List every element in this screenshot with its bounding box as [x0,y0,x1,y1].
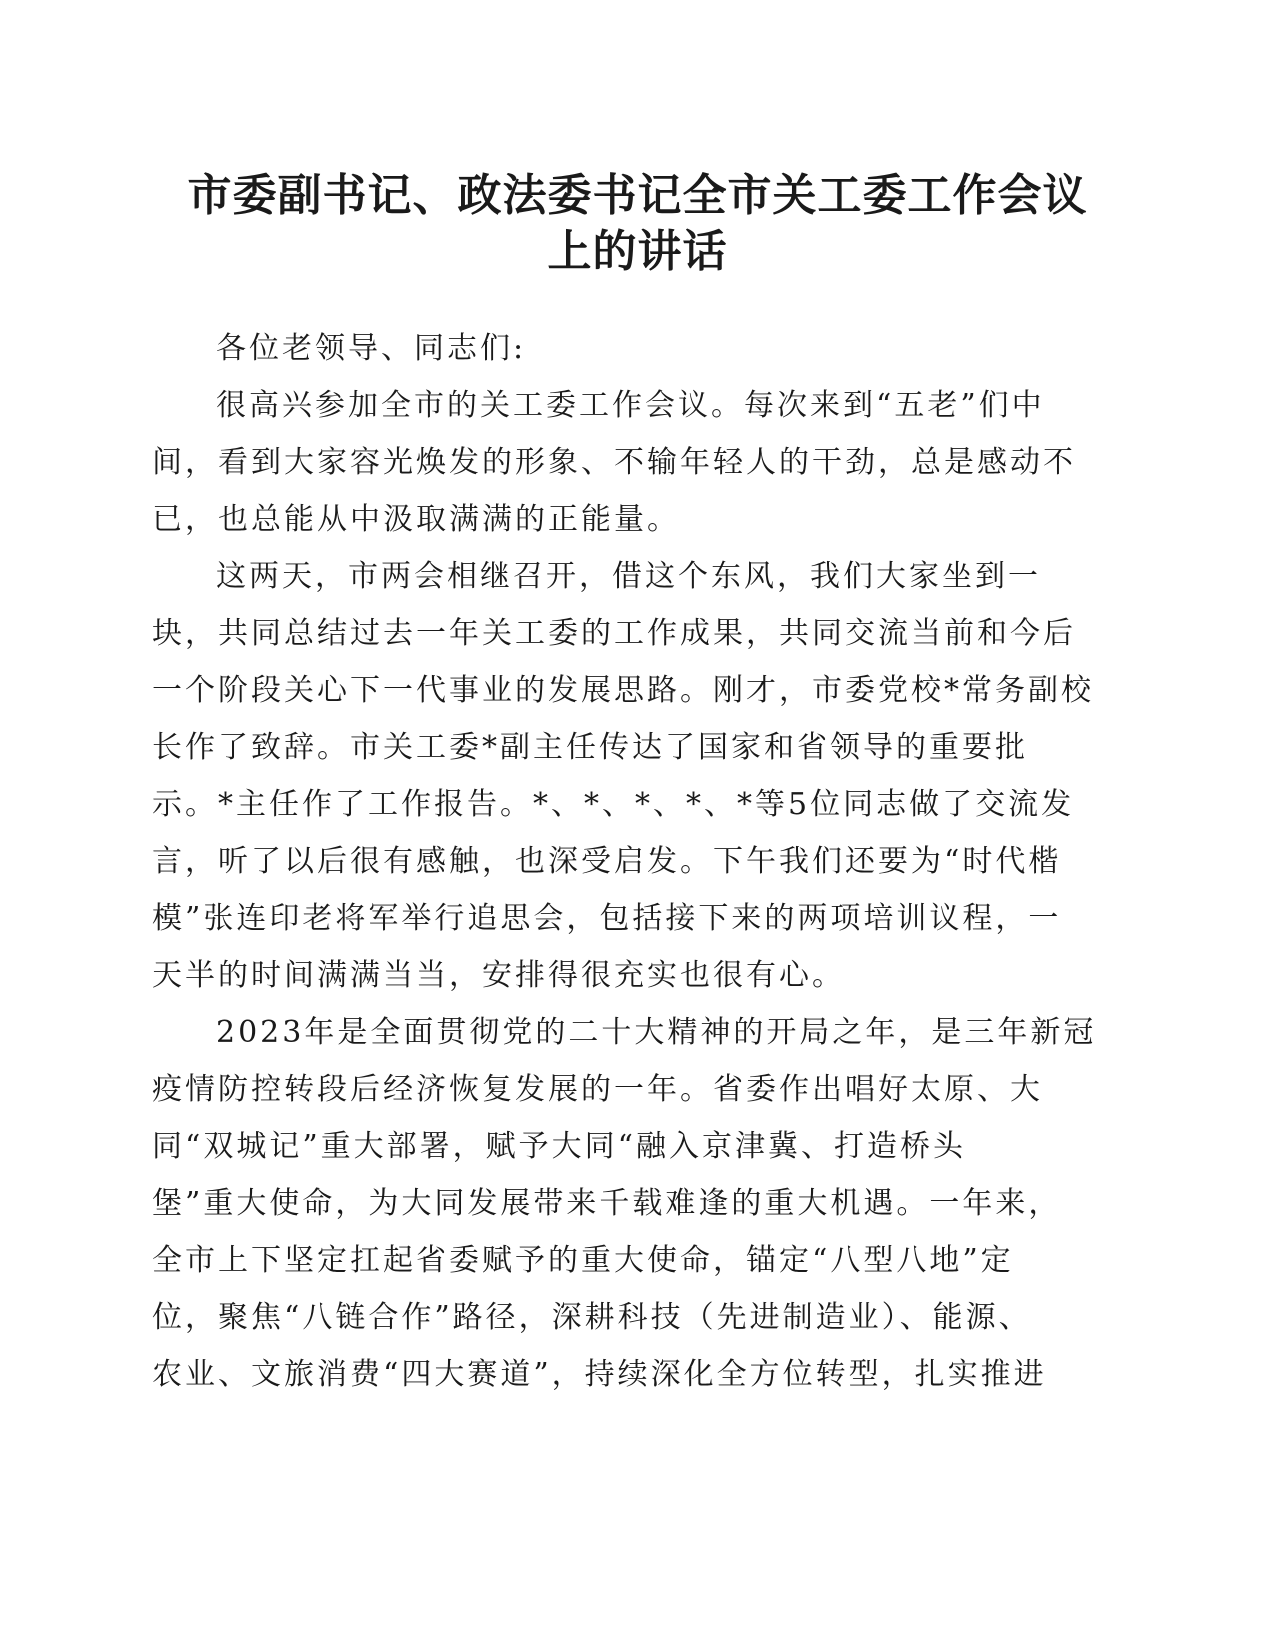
title-line: 市委副书记、政法委书记全市关工委工作会议 [187,170,1088,221]
paragraph-1-line: 已，也总能从中汲取满满的正能量。 [152,502,680,537]
paragraph-2-line: 言，听了以后很有感触，也深受启发。下午我们还要为“时代楷 [152,844,1062,879]
document-title [150,168,1125,280]
title-line: 上的讲话 [547,226,728,277]
paragraph-2-line: 这两天，市两会相继召开，借这个东风，我们大家坐到一 [216,559,1041,594]
paragraph-2-line: 示。*主任作了工作报告。*、*、*、*、*等5位同志做了交流发 [152,787,1075,822]
paragraph-3-line: 全市上下坚定扛起省委赋予的重大使命，锚定“八型八地”定 [152,1243,1014,1278]
paragraph-3-line: 同“双城记”重大部署，赋予大同“融入京津冀、打造桥头 [152,1129,967,1164]
paragraph-2-line: 模”张连印老将军举行追思会，包括接下来的两项培训议程，一 [152,901,1062,936]
paragraph-3-line: 农业、文旅消费“四大赛道”，持续深化全方位转型，扎实推进 [152,1357,1047,1392]
paragraph-2-line: 天半的时间满满当当，安排得很充实也很有心。 [152,958,845,993]
paragraph-1-line: 间，看到大家容光焕发的形象、不输年轻人的干劲，总是感动不 [152,445,1076,480]
paragraph-3-line: 位，聚焦“八链合作”路径，深耕科技（先进制造业）、能源、 [152,1300,1032,1335]
paragraph-2-line: 长作了致辞。市关工委*副主任传达了国家和省领导的重要批 [152,730,1028,765]
paragraph-3-line: 2023年是全面贯彻党的二十大精神的开局之年，是三年新冠 [216,1015,1097,1050]
paragraph-2-line: 一个阶段关心下一代事业的发展思路。刚才，市委党校*常务副校 [152,673,1094,708]
paragraph-3-line: 疫情防控转段后经济恢复发展的一年。省委作出唱好太原、大 [152,1072,1043,1107]
paragraph-2-line: 块，共同总结过去一年关工委的工作成果，共同交流当前和今后 [152,616,1076,651]
paragraph-1-line: 很高兴参加全市的关工委工作会议。每次来到“五老”们中 [216,388,1045,423]
paragraph-3-line: 堡”重大使命，为大同发展带来千载难逢的重大机遇。一年来， [152,1186,1062,1221]
document-body [152,320,1097,1403]
salutation: 各位老领导、同志们: [216,331,527,366]
